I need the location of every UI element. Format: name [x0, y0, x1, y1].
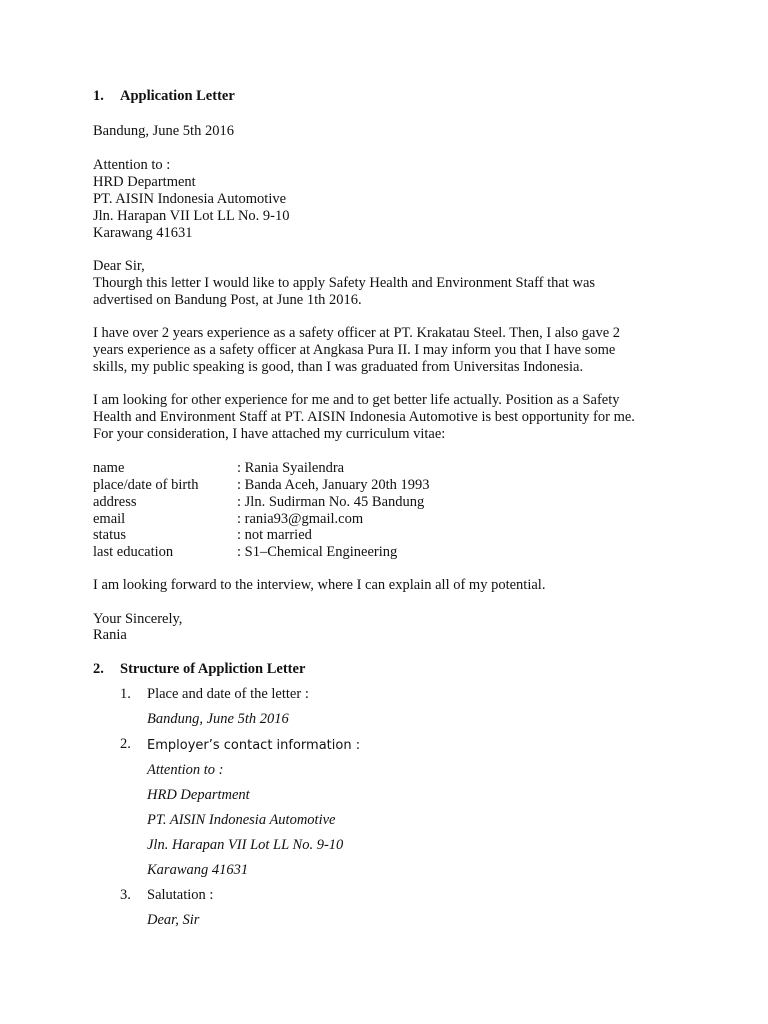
section2-title: Structure of Appliction Letter [120, 661, 306, 677]
attention-line: Karawang 41631 [93, 225, 193, 241]
paragraph-line: years experience as a safety officer at Angkasa Pura II. I may inform you that I have some [93, 342, 616, 358]
paragraph-line: skills, my public speaking is good, than I was graduated from Universitas Indonesia. [93, 359, 584, 375]
letter-date: Bandung, June 5th 2016 [93, 123, 234, 139]
structure-item-label: Salutation : [147, 887, 214, 903]
cv-value: : not married [237, 527, 312, 543]
paragraph-line: Health and Environment Staff at PT. AISIN Indonesia Automotive is best opportunity for me. [93, 409, 635, 425]
structure-item-number: 1. [120, 686, 131, 702]
structure-item-number: 2. [120, 736, 131, 752]
structure-item-example: Jln. Harapan VII Lot LL No. 9-10 [147, 837, 344, 853]
closing-paragraph: I am looking forward to the interview, where I can explain all of my potential. [93, 577, 546, 593]
attention-line: Jln. Harapan VII Lot LL No. 9-10 [93, 208, 290, 224]
attention-line: HRD Department [93, 174, 196, 190]
cv-value: : S1–Chemical Engineering [237, 544, 398, 560]
cv-value: : Jln. Sudirman No. 45 Bandung [237, 494, 425, 510]
cv-label: status [93, 527, 127, 543]
cv-label: name [93, 460, 125, 476]
structure-item-label: Place and date of the letter : [147, 686, 309, 702]
cv-value: : Banda Aceh, January 20th 1993 [237, 477, 430, 493]
paragraph-line: I have over 2 years experience as a safety officer at PT. Krakatau Steel. Then, I also gave 2 [93, 325, 621, 341]
structure-item-example: Dear, Sir [147, 912, 200, 928]
cv-label: last education [93, 544, 174, 560]
paragraph-line: Thourgh this letter I would like to apply Safety Health and Environment Staff that was [93, 275, 596, 291]
structure-item-example: HRD Department [147, 787, 250, 803]
cv-value: : Rania Syailendra [237, 460, 345, 476]
structure-item-example: PT. AISIN Indonesia Automotive [147, 812, 336, 828]
section1-title: Application Letter [120, 88, 235, 104]
structure-item-number: 3. [120, 887, 131, 903]
paragraph-line: For your consideration, I have attached my curriculum vitae: [93, 426, 446, 442]
section2-number: 2. [93, 661, 104, 677]
cv-value: : rania93@gmail.com [237, 511, 364, 527]
salutation: Dear Sir, [93, 258, 145, 274]
structure-item-example: Attention to : [147, 762, 224, 778]
structure-item-label: Employer’s contact information : [147, 738, 361, 753]
structure-item-example: Karawang 41631 [147, 862, 249, 878]
paragraph-line: advertised on Bandung Post, at June 1th 2016. [93, 292, 362, 308]
signature-name: Rania [93, 627, 127, 643]
cv-label: email [93, 511, 126, 527]
closing: Your Sincerely, [93, 611, 183, 627]
attention-line: PT. AISIN Indonesia Automotive [93, 191, 287, 207]
paragraph-line: I am looking for other experience for me and to get better life actually. Position as a Safety [93, 392, 620, 408]
section1-number: 1. [93, 88, 104, 104]
cv-label: place/date of birth [93, 477, 199, 493]
cv-label: address [93, 494, 137, 510]
structure-item-example: Bandung, June 5th 2016 [147, 711, 289, 727]
attention-line: Attention to : [93, 157, 171, 173]
